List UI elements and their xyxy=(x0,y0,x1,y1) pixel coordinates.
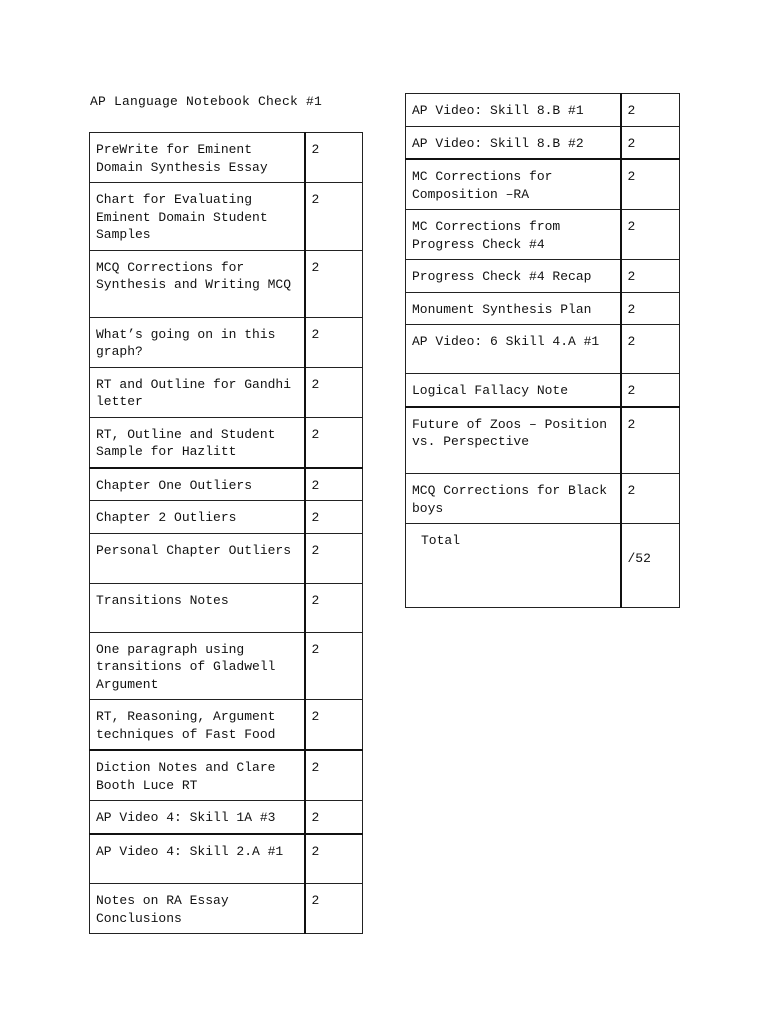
item-points: 2 xyxy=(305,583,363,632)
item-points: 2 xyxy=(305,317,363,367)
item-points: 2 xyxy=(621,94,680,127)
item-points: 2 xyxy=(305,533,363,583)
total-row xyxy=(406,524,680,608)
item-points: 2 xyxy=(621,292,680,325)
left-checklist-table xyxy=(89,132,363,934)
item-points: 2 xyxy=(305,501,363,534)
item-points: 2 xyxy=(305,417,363,468)
item-label: Logical Fallacy Note xyxy=(406,374,621,407)
item-points: 2 xyxy=(305,250,363,317)
item-label: What’s going on in this graph? xyxy=(90,317,305,367)
item-points: 2 xyxy=(621,407,680,474)
table-row xyxy=(406,292,680,325)
item-label: AP Video: Skill 8.B #1 xyxy=(406,94,621,127)
item-points: 2 xyxy=(305,183,363,251)
item-label: MC Corrections from Progress Check #4 xyxy=(406,210,621,260)
table-row xyxy=(406,159,680,210)
item-label: MC Corrections for Composition –RA xyxy=(406,159,621,210)
table-row xyxy=(406,374,680,407)
item-points: 2 xyxy=(305,700,363,751)
item-points: 2 xyxy=(621,374,680,407)
item-label: Future of Zoos – Position vs. Perspective xyxy=(406,407,621,474)
item-points: 2 xyxy=(305,133,363,183)
item-label: Chapter One Outliers xyxy=(90,468,305,501)
table-row xyxy=(90,533,363,583)
item-points: 2 xyxy=(305,834,363,884)
item-label: Notes on RA Essay Conclusions xyxy=(90,884,305,934)
item-label: AP Video: Skill 8.B #2 xyxy=(406,126,621,159)
page-title: AP Language Notebook Check #1 xyxy=(90,94,323,109)
item-label: Progress Check #4 Recap xyxy=(406,260,621,293)
table-row xyxy=(90,834,363,884)
item-points: 2 xyxy=(621,159,680,210)
item-label: PreWrite for Eminent Domain Synthesis Essay xyxy=(90,133,305,183)
table-row xyxy=(406,407,680,474)
item-label: RT, Reasoning, Argument techniques of Fast Food xyxy=(90,700,305,751)
item-label: Personal Chapter Outliers xyxy=(90,533,305,583)
item-label: AP Video 4: Skill 2.A #1 xyxy=(90,834,305,884)
table-row xyxy=(406,126,680,159)
item-points: 2 xyxy=(305,750,363,801)
item-label: One paragraph using transitions of Gladwell Argument xyxy=(90,632,305,700)
item-points: 2 xyxy=(305,884,363,934)
item-points: 2 xyxy=(621,260,680,293)
table-row xyxy=(90,250,363,317)
table-row xyxy=(90,632,363,700)
total-label: Total xyxy=(406,524,621,608)
table-row xyxy=(406,260,680,293)
table-row xyxy=(90,700,363,751)
item-label: AP Video 4: Skill 1A #3 xyxy=(90,801,305,834)
table-row xyxy=(90,750,363,801)
item-points: 2 xyxy=(305,468,363,501)
item-label: MCQ Corrections for Synthesis and Writing MCQ xyxy=(90,250,305,317)
item-points: 2 xyxy=(621,126,680,159)
table-row xyxy=(406,325,680,374)
item-label: Diction Notes and Clare Booth Luce RT xyxy=(90,750,305,801)
right-checklist-table xyxy=(405,93,680,608)
total-score-cell xyxy=(621,524,680,608)
item-label: Transitions Notes xyxy=(90,583,305,632)
table-row xyxy=(90,183,363,251)
item-label: Chart for Evaluating Eminent Domain Student Samples xyxy=(90,183,305,251)
table-row xyxy=(90,501,363,534)
table-row xyxy=(90,884,363,934)
table-row xyxy=(90,367,363,417)
item-label: MCQ Corrections for Black boys xyxy=(406,474,621,524)
item-points: 2 xyxy=(305,367,363,417)
table-row xyxy=(406,474,680,524)
item-label: AP Video: 6 Skill 4.A #1 xyxy=(406,325,621,374)
table-row xyxy=(90,801,363,834)
table-row xyxy=(406,210,680,260)
item-points: 2 xyxy=(621,474,680,524)
item-label: Monument Synthesis Plan xyxy=(406,292,621,325)
item-points: 2 xyxy=(305,801,363,834)
item-points: 2 xyxy=(621,325,680,374)
total-score: /52 xyxy=(627,551,651,566)
item-label: RT and Outline for Gandhi letter xyxy=(90,367,305,417)
item-label: RT, Outline and Student Sample for Hazlitt xyxy=(90,417,305,468)
table-row xyxy=(406,94,680,127)
table-row xyxy=(90,317,363,367)
item-label: Chapter 2 Outliers xyxy=(90,501,305,534)
table-row xyxy=(90,583,363,632)
table-row xyxy=(90,417,363,468)
table-row xyxy=(90,468,363,501)
item-points: 2 xyxy=(621,210,680,260)
item-points: 2 xyxy=(305,632,363,700)
table-row xyxy=(90,133,363,183)
